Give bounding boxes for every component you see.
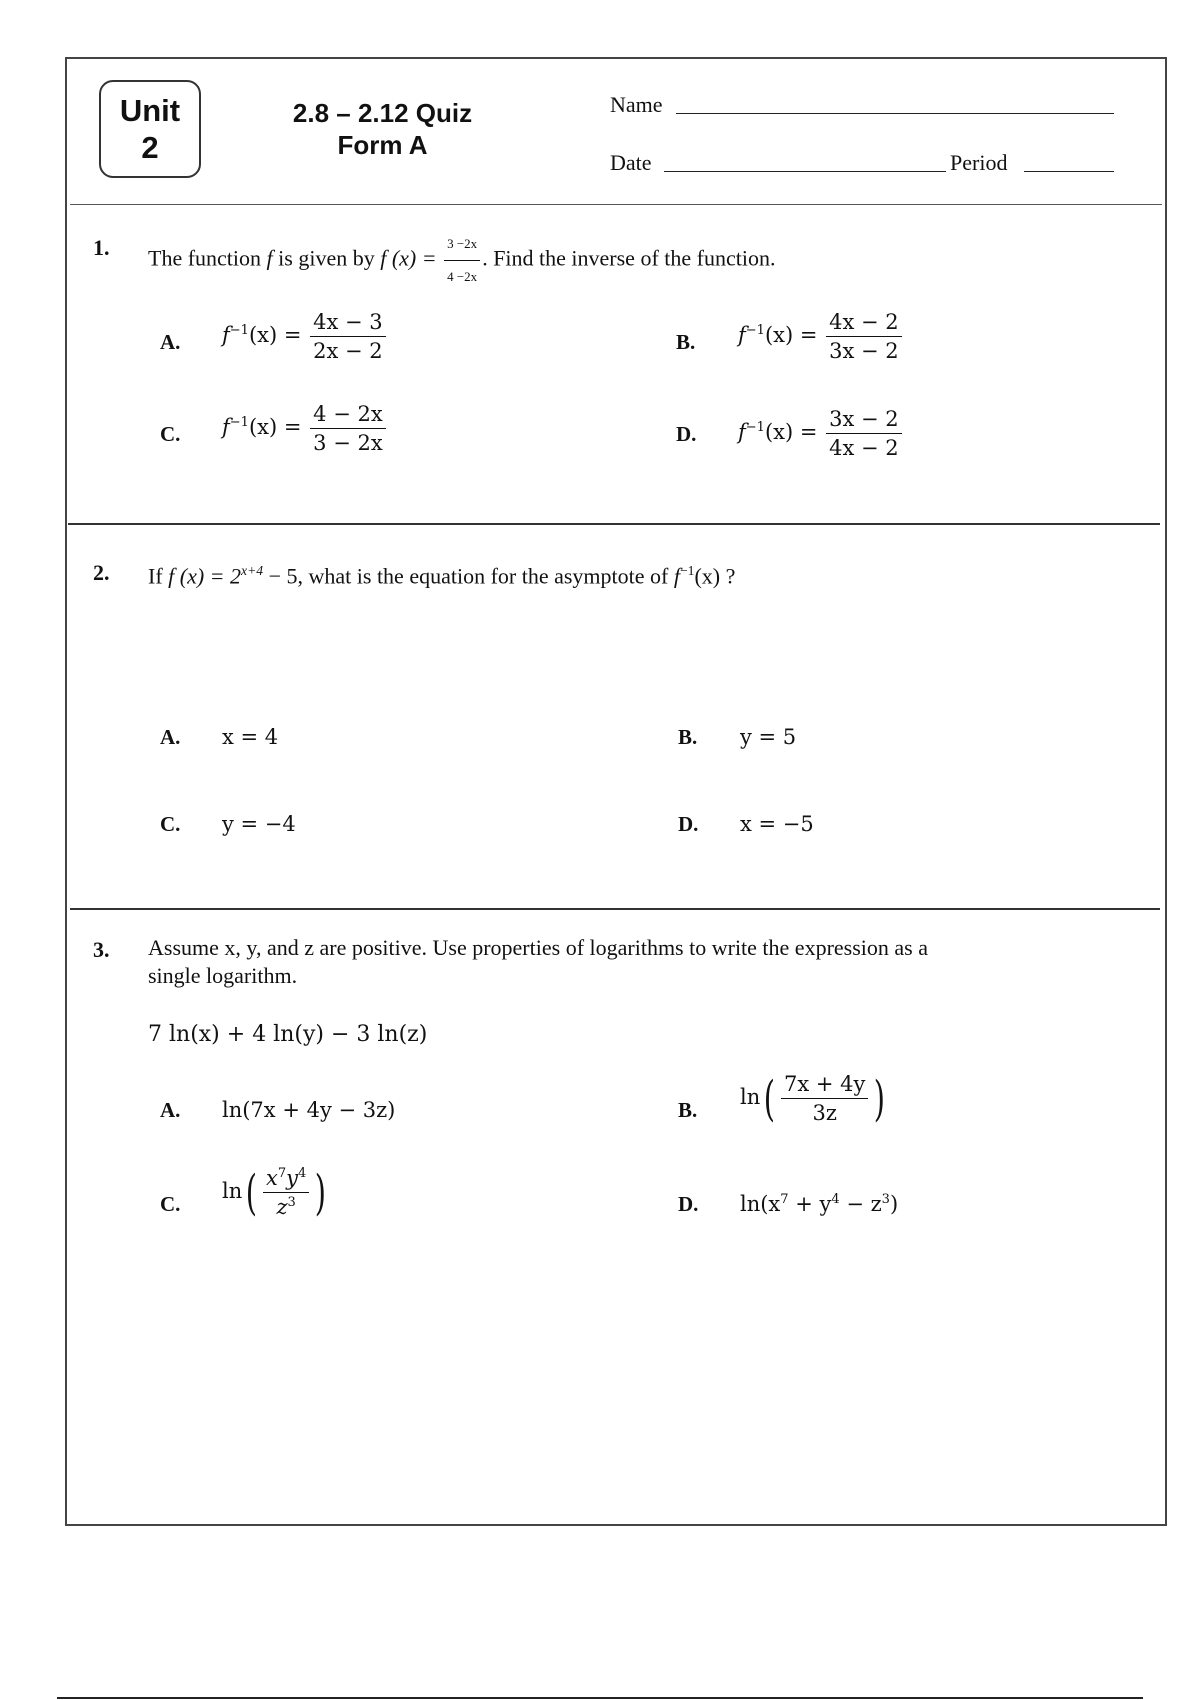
q2-choice-c-letter[interactable]: C.	[160, 812, 181, 836]
q2-choice-a-letter[interactable]: A.	[160, 725, 181, 749]
q1-choice-d-letter[interactable]: D.	[676, 422, 697, 446]
question-3-stem	[148, 934, 1108, 990]
unit-badge	[99, 80, 201, 178]
question-2-stem: If f $(x) = 2^{x+4} - 5$, what is the equation for the asymptote of $f^{-1}(x)$ ?	[148, 563, 736, 589]
q1-choice-d[interactable]: $f^{-1}(x)$ = $\frac{3x - 2}{4x - 2}$	[738, 407, 904, 460]
quiz-title	[260, 97, 505, 161]
question-3-number: 3.	[93, 937, 110, 962]
name-label: Name	[610, 92, 663, 117]
q1-choice-c-letter[interactable]: C.	[160, 422, 181, 446]
q3-choice-d-letter[interactable]: D.	[678, 1192, 699, 1216]
q1-stem-fraction	[444, 230, 480, 291]
q2-choice-b-letter[interactable]: B.	[678, 725, 698, 749]
q1-choice-b-letter[interactable]: B.	[676, 330, 696, 354]
q3-choice-b-letter[interactable]: B.	[678, 1098, 698, 1122]
q1-choice-c[interactable]: $f^{-1}(x)$ = $\frac{4 - 2x}{3 - 2x}$	[222, 402, 388, 455]
question-1-divider	[68, 523, 1160, 525]
q1-choice-b[interactable]: $f^{-1}(x)$ = $\frac{4x - 2}{3x - 2}$	[738, 310, 904, 363]
q3-choice-a[interactable]: ln(7x + 4y − 3z)	[222, 1098, 396, 1122]
q2-choice-b[interactable]: y = 5	[740, 725, 797, 749]
question-2-number: 2.	[93, 560, 110, 585]
q1-stem-numerator: 3 −2x	[444, 230, 480, 261]
header-divider	[70, 204, 1162, 205]
q2-choice-a[interactable]: x = 4	[222, 725, 279, 749]
q3-stem-line1: Assume x, y, and z are positive. Use properties of logarithms to write the expression as a	[148, 935, 928, 960]
date-blank[interactable]	[664, 171, 946, 172]
q1-stem-b: is given by	[278, 245, 375, 271]
q1-stem-fn: f (x) =	[380, 245, 437, 271]
unit-label: Unit	[119, 93, 181, 128]
question-1-stem: The function f is given by f (x) = $\frac{3 -2x}{4 -2x}$ . Find the inverse of the function.	[148, 230, 775, 291]
period-blank[interactable]	[1024, 171, 1114, 172]
quiz-title-line1: 2.8 – 2.12 Quiz	[292, 98, 473, 128]
q1-stem-denominator: 4 −2x	[447, 269, 478, 284]
q3-choice-c-letter[interactable]: C.	[160, 1192, 181, 1216]
q3-choice-a-letter[interactable]: A.	[160, 1098, 181, 1122]
question-1-number: 1.	[93, 235, 110, 260]
q3-choice-c[interactable]: ln( $\frac{x^7y^4}{z^3}$ )	[222, 1164, 327, 1221]
quiz-title-line2: Form A	[337, 130, 428, 160]
q3-expression: 7 ln(x) + 4 ln(y) − 3 ln(z)	[148, 1022, 428, 1047]
question-2-divider	[70, 908, 1160, 910]
name-blank[interactable]	[676, 113, 1114, 114]
q2-choice-c[interactable]: y = −4	[222, 812, 296, 836]
q2-choice-d[interactable]: x = −5	[740, 812, 814, 836]
page-bottom-rule	[57, 1697, 1143, 1699]
q1-stem-c: . Find the inverse of the function.	[482, 245, 776, 271]
period-label: Period	[950, 150, 1008, 175]
q1-stem-a: The function	[148, 245, 262, 271]
q3-stem-line2: single logarithm.	[148, 963, 298, 988]
date-label: Date	[610, 150, 652, 175]
q1-choice-a[interactable]: $f^{-1}(x)$ = $\frac{4x - 3}{2x - 2}$	[222, 310, 388, 363]
q2-choice-d-letter[interactable]: D.	[678, 812, 699, 836]
q3-choice-d[interactable]: $\ln(x^7 + y^4 - z^3)$	[740, 1192, 899, 1216]
unit-number: 2	[141, 130, 159, 165]
q3-choice-b[interactable]: ln( $\frac{7x + 4y}{3z}$ )	[740, 1070, 886, 1127]
q1-choice-a-letter[interactable]: A.	[160, 330, 181, 354]
